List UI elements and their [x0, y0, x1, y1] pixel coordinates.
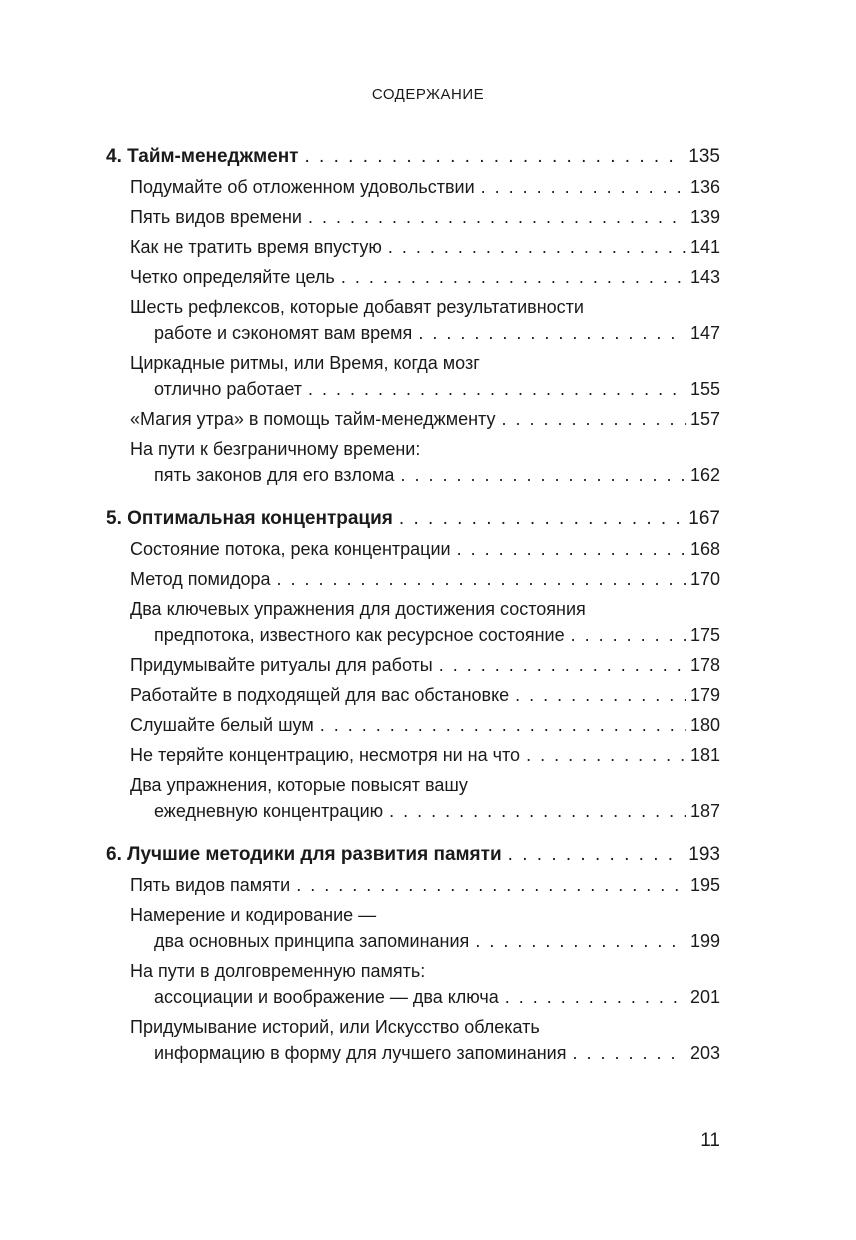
toc-entry [130, 872, 720, 898]
entry-title: информацию в форму для лучшего запоминания [154, 1043, 567, 1063]
dot-leader [399, 506, 684, 532]
dot-leader [389, 798, 686, 824]
dot-leader [439, 652, 686, 678]
entry-title: Четко определяйте цель [130, 267, 335, 287]
entry-page-number: 187 [689, 801, 720, 821]
toc-entry [130, 234, 720, 260]
toc-entry [154, 376, 720, 402]
dot-leader [305, 144, 685, 170]
chapter-entry [106, 144, 720, 170]
toc-entry [130, 204, 720, 230]
entry-title: ассоциации и воображение — два ключа [154, 987, 499, 1007]
toc-entry [154, 1040, 720, 1066]
dot-leader [457, 536, 686, 562]
dot-leader [277, 566, 686, 592]
entry-title: Пять видов памяти [130, 875, 291, 895]
toc-entry [154, 622, 720, 648]
entry-title: Работайте в подходящей для вас обстановке [130, 685, 510, 705]
dot-leader [475, 928, 686, 954]
dot-leader [572, 1040, 685, 1066]
chapter-entry [106, 842, 720, 868]
entry-page-number: 180 [689, 715, 720, 735]
dot-leader [418, 320, 686, 346]
entry-title: работе и сэкономят вам время [154, 323, 413, 343]
entry-title: «Магия утра» в помощь тайм-менеджменту [130, 409, 496, 429]
entry-title-line: Шесть рефлексов, которые добавят результативности [130, 297, 584, 317]
chapter-page-number: 167 [688, 508, 720, 529]
entry-title: Пять видов времени [130, 207, 302, 227]
entry-title-line: На пути в долговременную память: [130, 961, 426, 981]
toc-entry [130, 264, 720, 290]
entry-page-number: 147 [689, 323, 720, 343]
dot-leader [508, 842, 685, 868]
dot-leader [341, 264, 686, 290]
dot-leader [502, 406, 686, 432]
entry-page-number: 162 [689, 465, 720, 485]
entry-title-line: Два ключевых упражнения для достижения состояния [130, 599, 586, 619]
entry-page-number: 179 [689, 685, 720, 705]
dot-leader [481, 174, 686, 200]
entry-page-number: 201 [689, 987, 720, 1007]
toc-entry [154, 320, 720, 346]
entry-title-line: На пути к безграничному времени: [130, 439, 421, 459]
entry-title: Придумывайте ритуалы для работы [130, 655, 433, 675]
running-header: СОДЕРЖАНИЕ [371, 86, 485, 103]
entry-page-number: 181 [689, 745, 720, 765]
entry-page-number: 178 [689, 655, 720, 675]
entry-page-number: 170 [689, 569, 720, 589]
toc-chapter [106, 144, 720, 488]
entry-page-number: 136 [689, 177, 720, 197]
toc-entry [130, 712, 720, 738]
toc-entry [154, 462, 720, 488]
entry-page-number: 168 [689, 539, 720, 559]
entry-title: Слушайте белый шум [130, 715, 314, 735]
toc-chapter [106, 842, 720, 1066]
chapter-page-number: 135 [688, 146, 720, 167]
chapter-title: 5. Оптимальная концентрация [106, 508, 393, 529]
toc-entry [130, 652, 720, 678]
toc-entry [154, 798, 720, 824]
entry-page-number: 175 [689, 625, 720, 645]
page-number: 11 [700, 1130, 720, 1151]
entry-title: Метод помидора [130, 569, 271, 589]
toc-entry [130, 406, 720, 432]
toc-chapter [106, 506, 720, 824]
toc-entry [154, 984, 720, 1010]
entry-title: два основных принципа запоминания [154, 931, 470, 951]
dot-leader [505, 984, 686, 1010]
entry-page-number: 195 [689, 875, 720, 895]
toc-entry [130, 536, 720, 562]
dot-leader [526, 742, 686, 768]
entry-title-line: Два упражнения, которые повысят вашу [130, 775, 468, 795]
dot-leader [571, 622, 686, 648]
dot-leader [308, 376, 686, 402]
entry-title: Как не тратить время впустую [130, 237, 382, 257]
chapter-entry [106, 506, 720, 532]
entry-title: пять законов для его взлома [154, 465, 395, 485]
dot-leader [515, 682, 686, 708]
dot-leader [400, 462, 686, 488]
entry-page-number: 143 [689, 267, 720, 287]
toc-entry [154, 928, 720, 954]
chapter-page-number: 193 [688, 844, 720, 865]
entry-title: Не теряйте концентрацию, несмотря ни на что [130, 745, 521, 765]
dot-leader [388, 234, 686, 260]
dot-leader [296, 872, 686, 898]
entry-title-line: Циркадные ритмы, или Время, когда мозг [130, 353, 480, 373]
entry-title: Состояние потока, река концентрации [130, 539, 451, 559]
chapter-title: 6. Лучшие методики для развития памяти [106, 844, 502, 865]
entry-page-number: 141 [689, 237, 720, 257]
dot-leader [320, 712, 686, 738]
chapter-title: 4. Тайм-менеджмент [106, 146, 299, 167]
entry-title: отлично работает [154, 379, 303, 399]
toc-entry [130, 566, 720, 592]
entry-page-number: 155 [689, 379, 720, 399]
entry-title: ежедневную концентрацию [154, 801, 384, 821]
entry-page-number: 157 [689, 409, 720, 429]
toc-entry [130, 682, 720, 708]
entry-page-number: 199 [689, 931, 720, 951]
dot-leader [308, 204, 686, 230]
toc-entry [130, 174, 720, 200]
entry-title: Подумайте об отложенном удовольствии [130, 177, 475, 197]
entry-page-number: 139 [689, 207, 720, 227]
entry-title-line: Придумывание историй, или Искусство облекать [130, 1017, 540, 1037]
entry-title-line: Намерение и кодирование — [130, 905, 377, 925]
table-of-contents [106, 144, 720, 1084]
toc-entry [130, 742, 720, 768]
entry-page-number: 203 [689, 1043, 720, 1063]
entry-title: предпотока, известного как ресурсное состояние [154, 625, 565, 645]
